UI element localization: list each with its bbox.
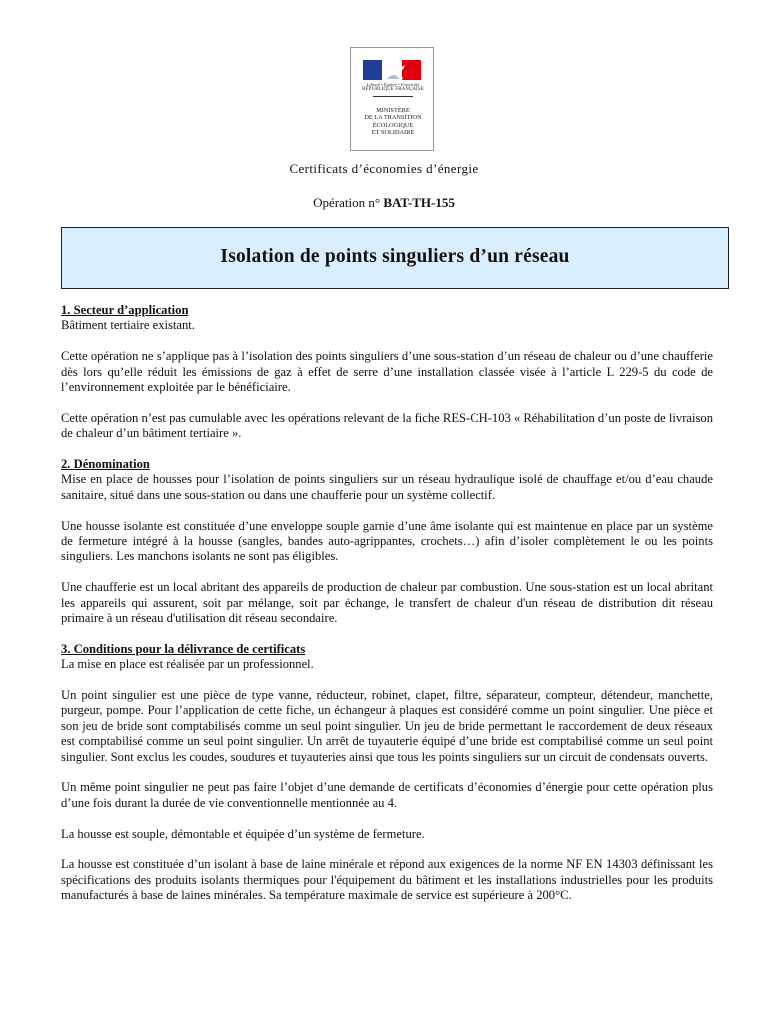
operation-number <box>0 195 768 211</box>
section-denomination <box>61 457 713 626</box>
paragraph: Une chaufferie est un local abritant des appareils de production de chaleur par combustion. Une sous-station est un local abritant les appareils qui assurent, soit par mélange, soit par échange, le transfert de chaleur d'un réseau de distribution dit réseau primaire à un réseau d'utilisation dit réseau secondaire. <box>61 580 713 626</box>
page-title: Isolation de points singuliers d’un réseau <box>220 246 570 267</box>
ministry-line: DE LA TRANSITION <box>364 114 422 122</box>
marianne-profile-icon <box>375 63 409 80</box>
republic-motto: Liberté • Égalité • Fraternité <box>366 82 420 87</box>
operation-code: BAT-TH-155 <box>383 195 455 210</box>
section-heading: 1. Secteur d’application <box>61 303 189 317</box>
republique-francaise-logo <box>350 47 434 151</box>
document-category: Certificats d’économies d’énergie <box>289 161 479 176</box>
ministry-line: ET SOLIDAIRE <box>371 128 415 136</box>
paragraph: La mise en place est réalisée par un professionnel. <box>61 657 314 672</box>
paragraph: Bâtiment tertiaire existant. <box>61 318 195 333</box>
operation-prefix: Opération n° <box>313 195 381 210</box>
ministry-line: MINISTÈRE <box>376 107 410 114</box>
paragraph: Mise en place de housses pour l’isolation de points singuliers sur un réseau hydraulique isolé de chauffage et/ou d’eau chaude sanitaire, situé dans une sous-station ou dans une chaufferie pour un système collectif. <box>61 472 713 502</box>
paragraph: La housse est constituée d’un isolant à base de laine minérale et répond aux exigences de la norme NF EN 14303 définissant les spécifications des produits isolants thermiques pour l'équipement du bâtiment et les installations industrielles pour les produits manufacturés à base de laines minérales. Sa température maximale de service est supérieure à 200°C. <box>61 857 713 903</box>
tricolor-flag-icon <box>363 60 421 80</box>
section-conditions <box>61 642 713 904</box>
section-heading: 2. Dénomination <box>61 457 150 472</box>
title-box <box>61 227 729 289</box>
logo-divider <box>373 96 413 97</box>
ministry-line: ÉCOLOGIQUE <box>372 121 414 129</box>
section-heading: 3. Conditions pour la délivrance de certificats <box>61 641 306 656</box>
republique-francaise-label: RÉPUBLIQUE FRANÇAISE <box>362 87 424 92</box>
section-secteur-application <box>61 303 713 442</box>
paragraph: Cette opération n’est pas cumulable avec les opérations relevant de la fiche RES-CH-103 « Réhabilitation d’un poste de livraison de chaleur d’un bâtiment tertiaire ». <box>61 410 713 441</box>
document-body <box>61 303 713 919</box>
paragraph: Un même point singulier ne peut pas faire l’objet d’une demande de certificats d’économies d’énergie pour cette opération plus d’une fois durant la durée de vie conventionnelle mentionnée au 4. <box>61 780 713 810</box>
paragraph: La housse est souple, démontable et équipée d’un système de fermeture. <box>61 826 425 841</box>
paragraph: Cette opération ne s’applique pas à l’isolation des points singuliers d’une sous-station d’un réseau de chaleur ou d’une chaufferie dès lors qu’elle réduit les émissions de gaz à effet de serre d’une installation classée visée à l’article L 229-5 du code de l’environnement exploitée par le bénéficiaire. <box>61 349 713 395</box>
paragraph: Une housse isolante est constituée d’une enveloppe souple garnie d’une âme isolante qui est maintenue en place par un système de fermeture intégré à la housse (sangles, bandes auto-agrippantes, crochets…) afin d’isoler complètement le ou les points singuliers. Les manchons isolants ne sont pas éligibles. <box>61 518 713 564</box>
ministry-name <box>353 107 433 136</box>
paragraph: Un point singulier est une pièce de type vanne, réducteur, robinet, clapet, filtre, séparateur, compteur, détendeur, manchette, purgeur, pompe. Pour l’application de cette fiche, un échangeur à plaques est considéré comme un point singulier. Une pièce et son jeu de bride sont comptabilisés comme un seul point singulier. Un jeu de bride permettant le raccordement de deux réseaux est comptabilisé comme un seul point singulier. Un arrêt de tuyauterie équipé d’une bride est comptabilisé comme un seul point singulier. Sont exclus les coudes, soudures et tuyauteries ainsi que tous les points singuliers sur un circuit de condensats ouverts. <box>61 688 713 764</box>
